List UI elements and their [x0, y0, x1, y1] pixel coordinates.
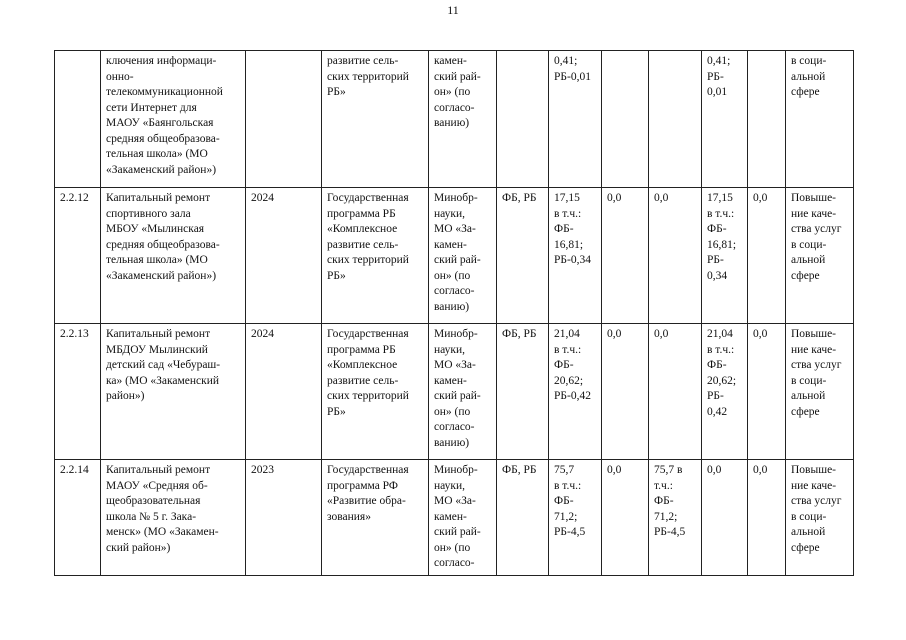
row-number-cell: 2.2.14	[55, 460, 101, 576]
amount-2026-cell: 0,0	[748, 188, 786, 324]
expected-result-cell: Повыше- ние каче- ства услуг в соци- альной сфере	[786, 460, 854, 576]
amount-2024-cell: 0,0	[649, 324, 702, 460]
expected-result-cell: Повыше- ние каче- ства услуг в соци- альной сфере	[786, 188, 854, 324]
amount-2023-cell: 0,0	[602, 324, 649, 460]
measure-name-cell: Капитальный ремонт спортивного зала МБОУ «Мылинская средняя общеобразова- тельная школа» (МО «Закаменский район»)	[101, 188, 246, 324]
measure-name-cell: ключения информаци- онно- телекоммуникационной сети Интернет для МАОУ «Баянгольская средняя общеобразова- тельная школа» (МО «Закаменский район»)	[101, 51, 246, 188]
program-cell: Государственная программа РБ «Комплексное развитие сель- ских территорий РБ»	[322, 324, 429, 460]
measure-name-cell: Капитальный ремонт МАОУ «Средняя об- щеобразовательная школа № 5 г. Зака- менск» (МО «Закамен- ский район»)	[101, 460, 246, 576]
executor-cell: Минобр- науки, МО «За- камен- ский рай- он» (по согласо-	[429, 460, 497, 576]
amount-2025-cell: 17,15 в т.ч.: ФБ- 16,81; РБ- 0,34	[702, 188, 748, 324]
year-cell: 2024	[246, 188, 322, 324]
amount-2025-cell: 21,04 в т.ч.: ФБ- 20,62; РБ- 0,42	[702, 324, 748, 460]
amount-2026-cell: 0,0	[748, 324, 786, 460]
total-amount-cell: 21,04 в т.ч.: ФБ- 20,62; РБ-0,42	[549, 324, 602, 460]
amount-2025-cell: 0,41; РБ- 0,01	[702, 51, 748, 188]
funding-source-cell: ФБ, РБ	[497, 188, 549, 324]
measure-name-cell: Капитальный ремонт МБДОУ Мылинский детский сад «Чебураш- ка» (МО «Закаменский район»)	[101, 324, 246, 460]
total-amount-cell: 75,7 в т.ч.: ФБ- 71,2; РБ-4,5	[549, 460, 602, 576]
amount-2026-cell: 0,0	[748, 460, 786, 576]
year-cell	[246, 51, 322, 188]
expected-result-cell: Повыше- ние каче- ства услуг в соци- альной сфере	[786, 324, 854, 460]
year-cell: 2024	[246, 324, 322, 460]
total-amount-cell: 17,15 в т.ч.: ФБ- 16,81; РБ-0,34	[549, 188, 602, 324]
row-number-cell: 2.2.12	[55, 188, 101, 324]
funding-source-cell	[497, 51, 549, 188]
row-number-cell: 2.2.13	[55, 324, 101, 460]
program-measures-table	[54, 50, 854, 576]
page-number: 11	[447, 3, 459, 17]
program-cell: Государственная программа РБ «Комплексное развитие сель- ских территорий РБ»	[322, 188, 429, 324]
amount-2023-cell: 0,0	[602, 188, 649, 324]
amount-2024-cell: 0,0	[649, 188, 702, 324]
funding-source-cell: ФБ, РБ	[497, 460, 549, 576]
executor-cell: камен- ский рай- он» (по согласо- ванию)	[429, 51, 497, 188]
program-cell: развитие сель- ских территорий РБ»	[322, 51, 429, 188]
amount-2023-cell: 0,0	[602, 460, 649, 576]
amount-2023-cell	[602, 51, 649, 188]
total-amount-cell: 0,41; РБ-0,01	[549, 51, 602, 188]
amount-2024-cell: 75,7 в т.ч.: ФБ- 71,2; РБ-4,5	[649, 460, 702, 576]
amount-2026-cell	[748, 51, 786, 188]
program-cell: Государственная программа РФ «Развитие обра- зования»	[322, 460, 429, 576]
table-row	[55, 460, 854, 576]
year-cell: 2023	[246, 460, 322, 576]
row-number-cell	[55, 51, 101, 188]
table-row	[55, 324, 854, 460]
table-row	[55, 188, 854, 324]
funding-source-cell: ФБ, РБ	[497, 324, 549, 460]
amount-2025-cell: 0,0	[702, 460, 748, 576]
executor-cell: Минобр- науки, МО «За- камен- ский рай- он» (по согласо- ванию)	[429, 324, 497, 460]
amount-2024-cell	[649, 51, 702, 188]
expected-result-cell: в соци- альной сфере	[786, 51, 854, 188]
table-row	[55, 51, 854, 188]
executor-cell: Минобр- науки, МО «За- камен- ский рай- он» (по согласо- ванию)	[429, 188, 497, 324]
